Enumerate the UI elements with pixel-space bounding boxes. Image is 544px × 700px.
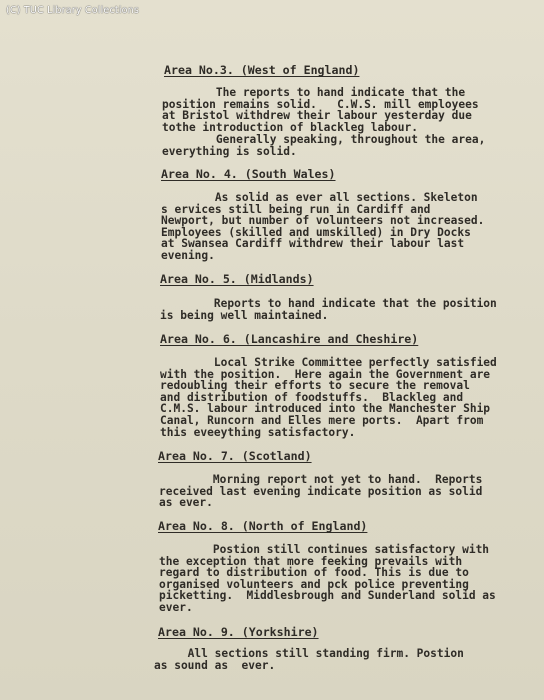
paragraph [162,134,485,157]
text-line: The reports to hand indicate that the [162,86,466,99]
paragraph [160,357,497,438]
paragraph [159,474,482,509]
section-heading: Area No.3. (West of England) [164,63,360,77]
text-line: evening. [161,248,215,262]
text-line: tothe introduction of blackleg labour. [162,120,418,134]
text-line: All sections still standing firm. Postion [154,647,464,660]
text-line: as ever. [159,496,213,510]
text-line: received last evening indicate position as solid [159,484,483,498]
text-line: Employees (skilled and umskilled) in Dry Docks [161,225,471,239]
paragraph [160,298,497,321]
paragraph [161,192,484,262]
section-heading: Area No. 7. (Scotland) [158,449,312,463]
text-line: with the position. Here again the Government are [160,367,491,381]
text-line: this eveeything satisfactory. [160,425,356,439]
text-line: position remains solid. C.W.S. mill employees [162,97,479,111]
text-line: Postion still continues satisfactory with [159,543,490,556]
text-line: regard to distribution of food. This is due to [159,566,469,580]
text-line: the exception that more feeking prevails with [159,554,463,568]
watermark-text: (C) TUC Library Collections [6,5,140,16]
section-heading: Area No. 5. (Midlands) [160,272,314,286]
section-heading: Area No. 6. (Lancashire and Cheshire) [160,332,419,346]
paragraph [159,544,496,614]
text-line: Local Strike Committee perfectly satisfied [160,356,497,369]
text-line: everything is solid. [162,144,297,158]
text-line: picketting. Middlesbrough and Sunderland solid as [159,589,496,603]
text-line: at Swansea Cardiff withdrew their labour last [161,237,465,251]
paragraph [162,87,479,133]
text-line: as sound as ever. [154,658,276,672]
text-line: Canal, Runcorn and Elles mere ports. Apart from [160,413,484,427]
text-line: at Bristol withdrew their labour yesterday due [162,109,472,123]
text-line: Newport, but number of volunteers not increased. [161,214,485,228]
text-line: is being well maintained. [160,308,329,322]
text-line: s ervices still being run in Cardiff and [161,202,431,216]
text-line: ever. [159,600,193,614]
text-line: and distribution of foodstuffs. Blackleg and [160,390,464,404]
text-line: Reports to hand indicate that the position [160,297,497,310]
text-line: As solid as ever all sections. Skeleton [161,191,478,204]
text-line: Generally speaking, throughout the area, [162,133,486,146]
section-heading: Area No. 4. (South Wales) [161,167,336,181]
text-line: C.M.S. labour introduced into the Manchester Ship [160,402,491,416]
text-line: organised volunteers and pck police preventing [159,577,469,591]
section-heading: Area No. 8. (North of England) [158,519,368,533]
text-line: redoubling their efforts to secure the removal [160,379,470,393]
text-line: Morning report not yet to hand. Reports [159,473,483,486]
section-heading: Area No. 9. (Yorkshire) [158,625,319,639]
paragraph [154,648,464,671]
